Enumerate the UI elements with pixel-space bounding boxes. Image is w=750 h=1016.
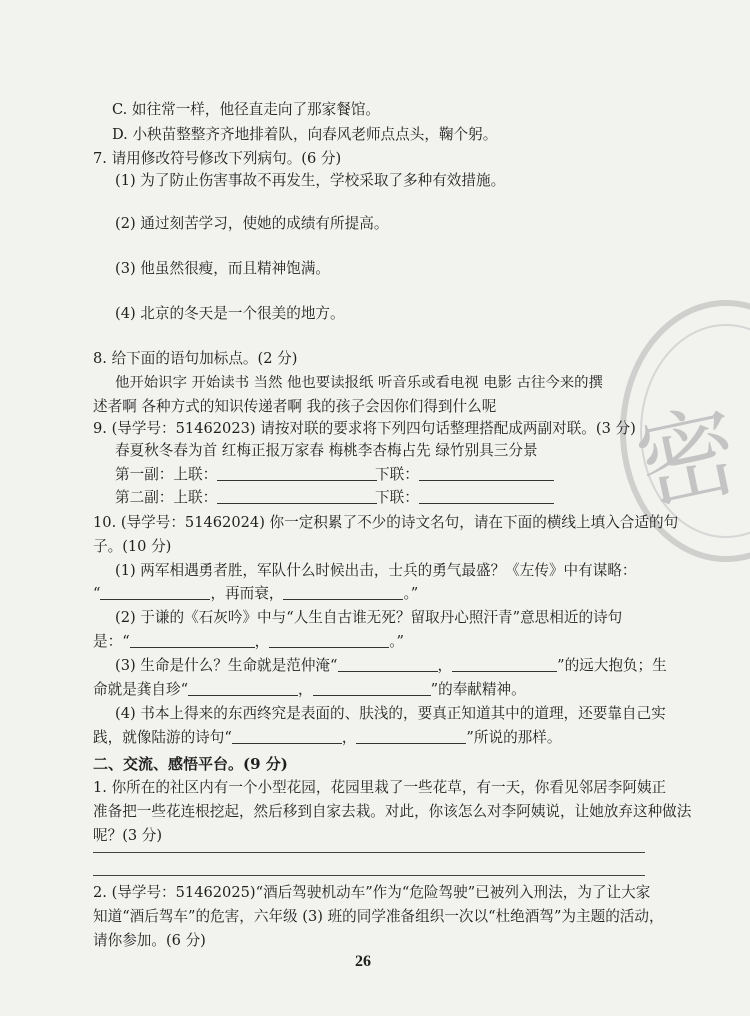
couplet-1-upper-blank[interactable] xyxy=(217,466,377,481)
couplet-2-lower: 下联： xyxy=(375,489,554,507)
couplet-2: 第二副：上联： xyxy=(115,489,377,507)
q10-2-blank-1[interactable] xyxy=(130,633,255,648)
q7-sentence-4: (4) 北京的冬天是一个很美的地方。 xyxy=(115,305,345,322)
q7-sentence-3: (3) 他虽然很瘦，而且精神饱满。 xyxy=(115,260,331,277)
q10-3-blank-1[interactable] xyxy=(338,657,438,672)
q10-4-blank-1[interactable] xyxy=(232,729,342,744)
option-c: C. 如往常一样，他径直走向了那家餐馆。 xyxy=(112,101,381,118)
q10-item-3-cont: 命就是龚自珍“ ， ”的奉献精神。 xyxy=(93,681,526,698)
q10-item-1: (1) 两军相遇勇者胜，军队什么时候出击，士兵的勇气最盛？《左传》中有谋略： xyxy=(115,562,637,579)
q8-text-line-2: 述者啊 各种方式的知识传递者啊 我的孩子会因你们得到什么呢 xyxy=(93,398,497,415)
section-2-q2-line-2: 知道“酒后驾车”的危害，六年级 (3) 班的同学准备组织一次以“杜绝酒驾”为主题的活动， xyxy=(93,908,664,925)
q10-item-3: (3) 生命是什么？生命就是范仲淹“ ， ”的远大抱负；生 xyxy=(115,657,667,674)
section-2-q1-line-1: 1. 你所在的社区内有一个小型花园，花园里栽了一些花草，有一天，你看见邻居李阿姨正 xyxy=(93,779,667,796)
q8-text-line-1: 他开始识字 开始读书 当然 他也要读报纸 听音乐或看电视 电影 古往今来的撰 xyxy=(115,375,603,391)
section-2-q1-line-3: 呢？(3 分) xyxy=(93,827,163,844)
couplet-1-lower-blank[interactable] xyxy=(419,466,554,481)
q10-3-blank-3[interactable] xyxy=(188,681,298,696)
q10-1-blank-2[interactable] xyxy=(283,585,403,600)
answer-line-2[interactable] xyxy=(93,875,645,876)
question-9: 9. (导学号：51462023) 请按对联的要求将下列四句话整理搭配成两副对联。(3 分) xyxy=(93,420,636,437)
couplet-1: 第一副：上联： xyxy=(115,466,377,484)
q10-item-1-blanks: “ ，再而衰， 。” xyxy=(93,585,419,602)
question-7: 7. 请用修改符号修改下列病句。(6 分) xyxy=(93,150,342,167)
q10-item-4: (4) 书本上得来的东西终究是表面的、肤浅的，要真正知道其中的道理，还要靠自己实 xyxy=(115,705,666,722)
answer-line-1[interactable] xyxy=(93,852,645,853)
question-8: 8. 给下面的语句加标点。(2 分) xyxy=(93,350,298,367)
q10-3-blank-2[interactable] xyxy=(452,657,557,672)
question-10: 10. (导学号：51462024) 你一定积累了不少的诗文名句，请在下面的横线上填入合适的句 xyxy=(93,514,679,531)
q10-4-blank-2[interactable] xyxy=(356,729,466,744)
question-10-cont: 子。(10 分) xyxy=(93,538,172,555)
q9-phrases: 春夏秋冬春为首 红梅正报万家春 梅桃李杏梅占先 绿竹别具三分景 xyxy=(115,442,538,459)
section-2-q2-line-1: 2. (导学号：51462025)“酒后驾驶机动车”作为“危险驾驶”已被列入刑法，为了让大家 xyxy=(93,884,651,901)
q10-item-4-cont: 践，就像陆游的诗句“ ， ”所说的那样。 xyxy=(93,729,562,746)
q7-sentence-2: (2) 通过刻苦学习，使她的成绩有所提高。 xyxy=(115,215,389,232)
q7-sentence-1: (1) 为了防止伤害事故不再发生，学校采取了多种有效措施。 xyxy=(115,172,506,189)
section-2-q1-line-2: 准备把一些花连根挖起，然后移到自家去栽。对此，你该怎么对李阿姨说，让她放弃这种做法 xyxy=(93,803,692,820)
option-d: D. 小秧苗整整齐齐地排着队，向春风老师点点头，鞠个躬。 xyxy=(112,126,498,143)
stamp-character: 密 xyxy=(626,390,749,526)
couplet-1-lower: 下联： xyxy=(375,466,554,484)
q10-3-blank-4[interactable] xyxy=(313,681,431,696)
q10-1-blank-1[interactable] xyxy=(100,585,210,600)
q10-item-2: (2) 于谦的《石灰吟》中与“人生自古谁无死？留取丹心照汗青”意思相近的诗句 xyxy=(115,609,623,626)
section-2-q2-line-3: 请你参加。(6 分) xyxy=(93,932,206,949)
couplet-2-lower-blank[interactable] xyxy=(419,489,554,504)
q10-item-2-blanks: 是：“ ， 。” xyxy=(93,633,405,650)
q10-2-blank-2[interactable] xyxy=(269,633,389,648)
couplet-2-upper-blank[interactable] xyxy=(217,489,377,504)
section-2-title: 二、交流、感悟平台。(9 分) xyxy=(93,755,288,773)
page-number: 26 xyxy=(355,953,371,970)
